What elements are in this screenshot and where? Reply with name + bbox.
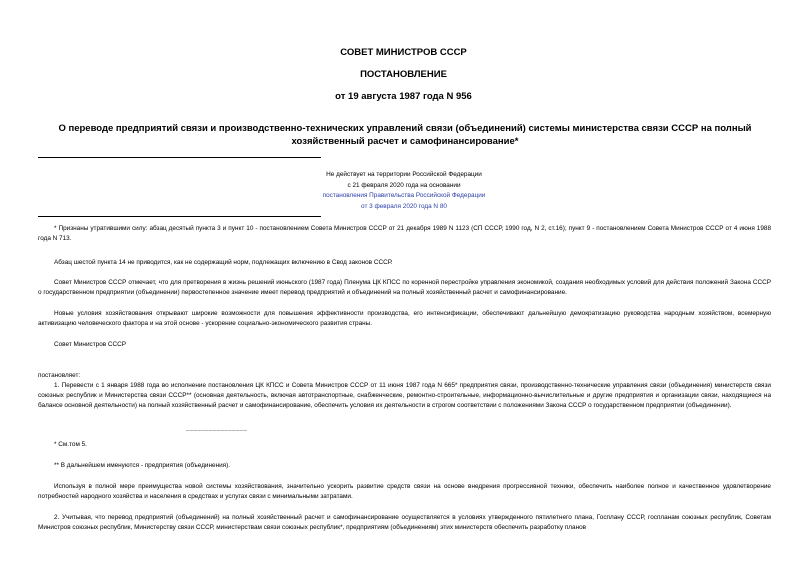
paragraph-item-1: 1. Перевести с 1 января 1988 года во исполнение постановления ЦК КПСС и Совета Министров СССР от 11 июня 1987 года N 665* предприятия связи, производственно-технические управления связи (объединения) министерств связи союзных республик и Министерства связи СССР** (основная деятельность, включая автотранспортные, снабженческие, ремонтно-строительные, информационно-вычислительные и другие предприятия и организации связи, находящиеся на балансе основной деятельности) на полный хозяйственный расчет и самофинансирование, обеспечить условия их деятельности в строгом соответствии с положениями Закона СССР о государственном предприятии (объединении). bbox=[38, 382, 771, 409]
notice-link-resolution[interactable]: постановления Правительства Российской Федерации bbox=[322, 192, 486, 199]
notice-link-date[interactable]: от 3 февраля 2020 года N 80 bbox=[361, 202, 447, 210]
title-divider bbox=[38, 157, 321, 158]
document-title: О переводе предприятий связи и производственно-технических управлений связи (объединений) системы министерства связи СССР на полный хозяйственный расчет и самофинансирование* bbox=[58, 123, 752, 147]
paragraph-item-2: 2. Учитывая, что перевод предприятий (объединений) на полный хозяйственный расчет и самофинансирование осуществляется в условиях утвержденного пятилетнего плана, Госплану СССР, госпланам союзных республик, Советам Министров союзных республик, Министерству связи СССР, министерствам связи союзных республик*, предприятиям (объединениям) этих министерств обеспечить разработку планов bbox=[38, 514, 771, 531]
document-date-number: от 19 августа 1987 года N 956 bbox=[335, 91, 472, 102]
footnote-repealed: * Признаны утратившими силу: абзац десятый пункта 3 и пункт 10 - постановлением Совета Министров СССР от 21 декабря 1989 N 1123 (СП СССР, 1990 год, N 2, ст.16); пункт 9 - постановлением Совета Министров СССР от 4 июня 1988 года N 713. bbox=[38, 225, 771, 242]
footnote-volume: * См.том 5. bbox=[54, 441, 87, 448]
notice-line-2: с 21 февраля 2020 года на основании bbox=[347, 181, 461, 189]
footnote-enterprises: ** В дальнейшем именуются - предприятия (объединения). bbox=[54, 462, 231, 469]
footnote-separator: ________________ bbox=[186, 425, 248, 431]
paragraph-resolves: постановляет: bbox=[38, 372, 81, 379]
notice-separator: ________________ bbox=[185, 211, 247, 217]
paragraph-advantages: Используя в полной мере преимущества новой системы хозяйствования, значительно ускорить развитие средств связи на основе внедрения прогрессивной техники, обеспечить наиболее полное и качественное удовлетворение потребностей народного хозяйства и населения в средствах и услугах связи с минимальными затратами. bbox=[38, 483, 771, 500]
validity-notice bbox=[200, 170, 608, 212]
notice-divider bbox=[38, 216, 321, 217]
page-right-margin bbox=[771, 0, 807, 571]
paragraph-omitted-note: Абзац шестой пункта 14 не приводится, как не содержащий норм, подлежащих включению в Свод законов СССР. bbox=[54, 259, 393, 266]
document-type-heading: ПОСТАНОВЛЕНИЕ bbox=[360, 69, 447, 80]
organization-heading: СОВЕТ МИНИСТРОВ СССР bbox=[340, 47, 467, 58]
paragraph-intro: Совет Министров СССР отмечает, что для претворения в жизнь решений июньского (1987 года) Пленума ЦК КПСС по коренной перестройке управления экономикой, создания необходимых условий для действия положений Закона СССР о государственном предприятии (объединении) первостепенное значение имеет перевод предприятий и объединений на полный хозяйственный расчет и самофинансирование. bbox=[38, 279, 771, 296]
paragraph-conditions: Новые условия хозяйствования открывают широкие возможности для повышения эффективности производства, его интенсификации, обеспечивают дальнейшую демократизацию руководства народным хозяйством, всемерную активизацию человеческого фактора и на этой основе - ускорение социально-экономического развития страны. bbox=[38, 310, 771, 327]
paragraph-council: Совет Министров СССР bbox=[54, 341, 127, 348]
notice-line-1: Не действует на территории Российской Федерации bbox=[326, 171, 482, 178]
